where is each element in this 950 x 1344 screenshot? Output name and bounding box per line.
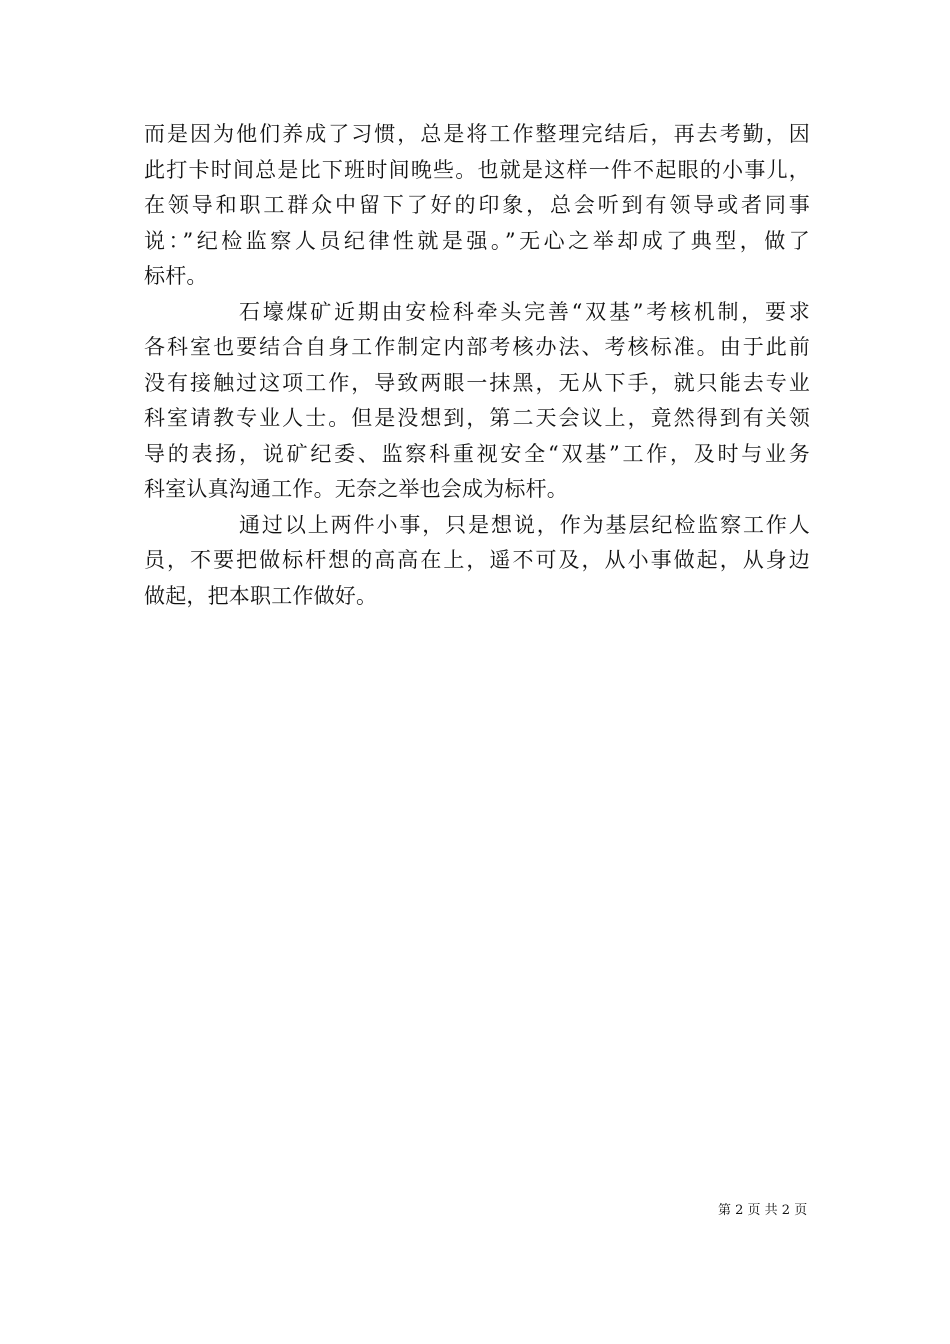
text-line: 科室认真沟通工作。无奈之举也会成为标杆。 [144,477,568,501]
text-line: 做起，把本职工作做好。 [144,583,378,608]
text-line: 导的表扬，说矿纪委、监察科重视安全“双基”工作，及时与业务 [144,441,810,466]
text-line: 科室请教专业人士。但是没想到，第二天会议上，竟然得到有关领 [144,406,810,430]
text-line: 在领导和职工群众中留下了好的印象，总会听到有领导或者同事 [144,193,810,217]
text-line: 说：”纪检监察人员纪律性就是强。”无心之举却成了典型，做了 [144,228,810,253]
text-line: 各科室也要结合自身工作制定内部考核办法、考核标准。由于此前 [144,335,810,359]
document-body [144,117,810,614]
paragraph-3 [144,508,810,615]
paragraph-2 [144,295,810,508]
text-line: 此打卡时间总是比下班时间晚些。也就是这样一件不起眼的小事儿， [144,157,810,182]
paragraph-1 [144,117,810,295]
text-line: 通过以上两件小事，只是想说，作为基层纪检监察工作人 [239,512,810,537]
page-number-footer: 第 2 页 共 2 页 [718,1203,808,1218]
text-line: 员，不要把做标杆想的高高在上，遥不可及，从小事做起，从身边 [144,548,810,572]
text-line: 而是因为他们养成了习惯，总是将工作整理完结后，再去考勤，因 [144,122,810,146]
text-line: 标杆。 [144,264,208,288]
text-line: 没有接触过这项工作，导致两眼一抹黑，无从下手，就只能去专业 [144,370,810,395]
text-line: 石壕煤矿近期由安检科牵头完善“双基”考核机制，要求 [239,299,810,324]
